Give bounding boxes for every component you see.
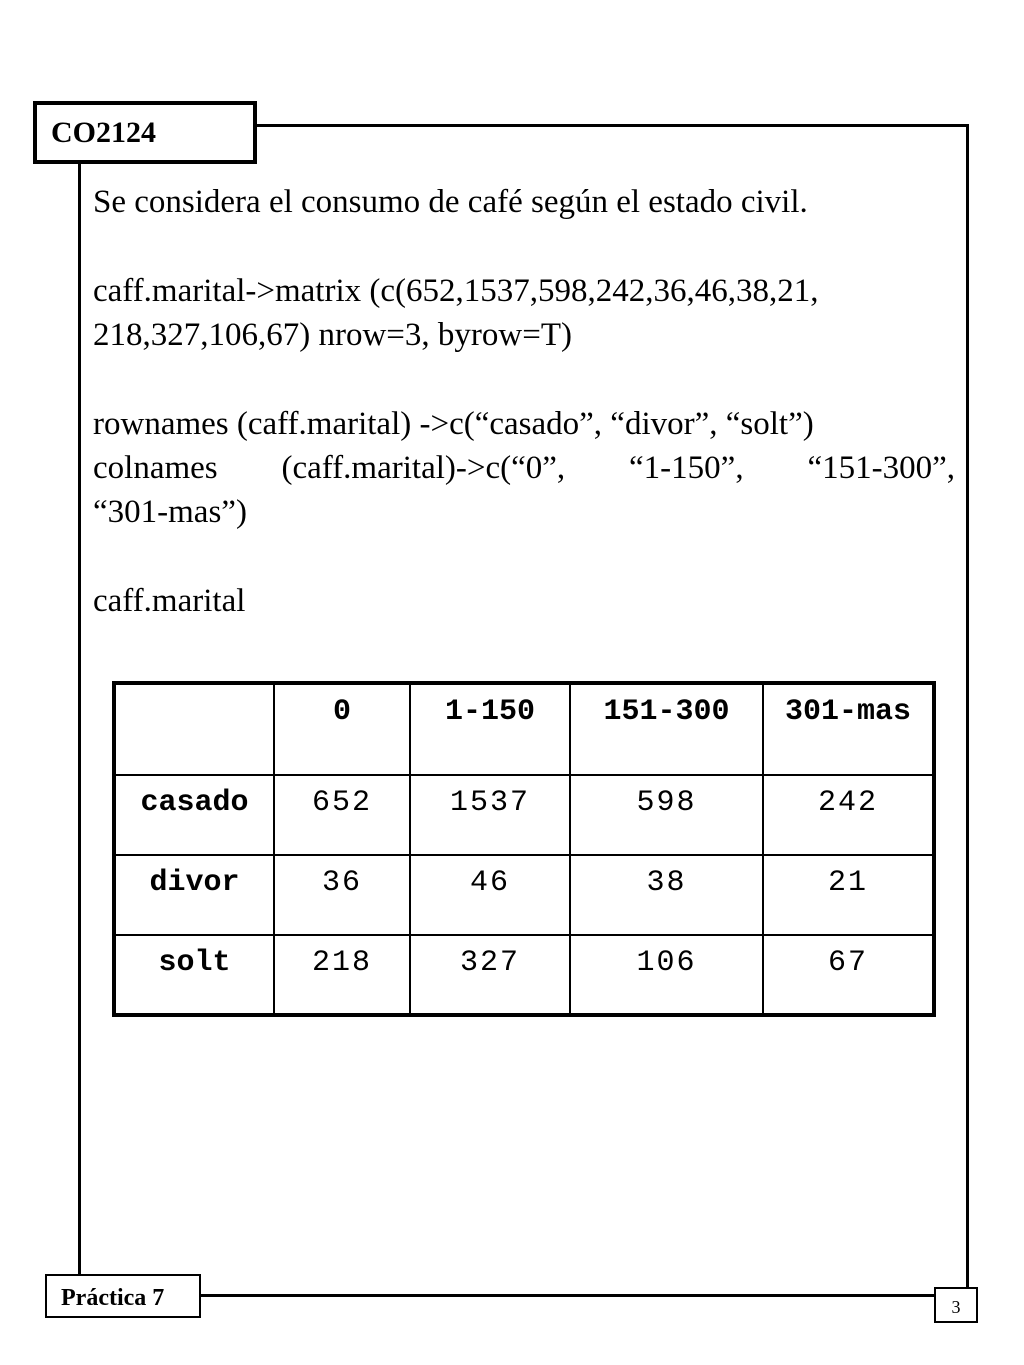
intro-text: Se considera el consumo de café según el estado civil. [93,184,808,220]
table-cell: 327 [410,935,570,1015]
table-cell: 21 [763,855,934,935]
table-cell: 38 [570,855,763,935]
table-cell: 242 [763,775,934,855]
column-header: 301-mas [763,683,934,775]
code-matrix-line-2: 218,327,106,67) nrow=3, byrow=T) [93,317,572,353]
table-cell: 67 [763,935,934,1015]
table-cell: 36 [274,855,410,935]
course-code-label: CO2124 [33,101,257,164]
table-cell: 1537 [410,775,570,855]
frame-top-line [239,124,969,127]
table-cell: 106 [570,935,763,1015]
practice-label: Práctica 7 [45,1274,201,1318]
table-row [114,935,934,1015]
column-header: 1-150 [410,683,570,775]
table-header-row [114,683,934,775]
slide-content [93,180,955,623]
code-colnames-line-1: colnames (caff.marital)->c(“0”, “1-150”, “151-300”, [93,450,955,486]
frame-left-line [78,158,81,1276]
column-header: 0 [274,683,410,775]
row-header: solt [114,935,274,1015]
row-header: divor [114,855,274,935]
table-cell: 652 [274,775,410,855]
table-cell: 598 [570,775,763,855]
table-corner-cell [114,683,274,775]
frame-right-line [966,124,969,1292]
table-cell: 218 [274,935,410,1015]
frame-bottom-line [201,1294,969,1297]
page-number: 3 [934,1287,978,1323]
column-header: 151-300 [570,683,763,775]
code-print: caff.marital [93,583,246,619]
table-row [114,855,934,935]
table-row [114,775,934,855]
code-colnames-line-2: “301-mas”) [93,494,247,530]
table-cell: 46 [410,855,570,935]
row-header: casado [114,775,274,855]
code-matrix-line-1: caff.marital->matrix (c(652,1537,598,242,36,46,38,21, [93,273,819,309]
code-rownames: rownames (caff.marital) ->c(“casado”, “divor”, “solt”) [93,406,814,442]
caff-marital-table [112,681,936,1017]
